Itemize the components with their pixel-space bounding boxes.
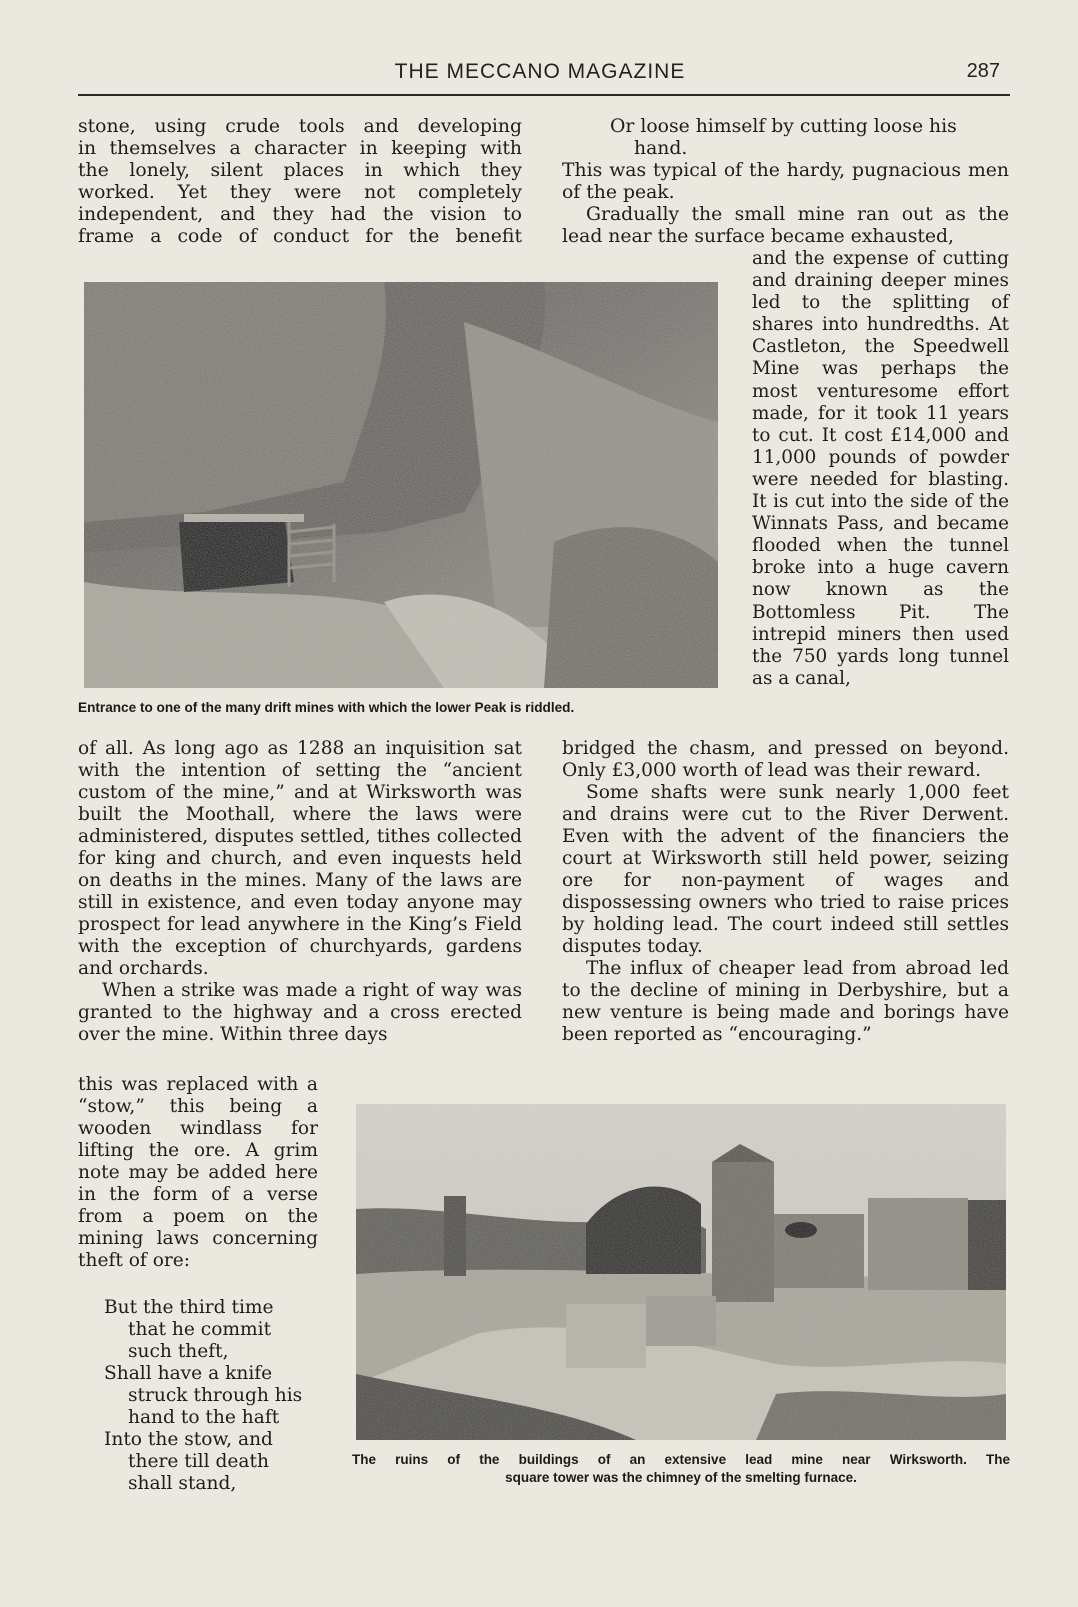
paragraph-typical: This was typical of the hardy, pugnacious men of the peak. [562,160,1009,203]
paragraph-shafts: Some shafts were sunk nearly 1,000 feet and drains were cut to the River Derwent. Even with the advent of the financiers the court at Wirksworth still held power, seizing ore for non-payment of wages and dispossessing owners who tried to raise prices by holding lead. The court indeed still settles disputes today. [562,782,1009,957]
caption-line: square tower was the chimney of the smelting furnace. [505,1470,857,1485]
left-column-body [78,738,522,1046]
right-column-body [562,738,1009,1046]
text-line: the lonely, silent places in which they [78,160,522,181]
verse-ending-line: hand. [634,138,688,159]
verse-line: Into the stow, and [104,1429,273,1450]
running-header-title: THE MECCANO MAGAZINE [394,60,686,83]
verse-line: there till death [128,1451,269,1472]
verse-line: shall stand, [128,1473,237,1494]
verse-line: But the third time [104,1297,274,1318]
paragraph-bridged: bridged the chasm, and pressed on beyond. Only £3,000 worth of lead was their reward. [562,738,1009,781]
text-line: stone, using crude tools and developing [78,116,522,137]
right-column-top [562,116,1009,248]
paragraph-strike: When a strike was made a right of way was granted to the highway and a cross erected over the mine. Within three days [78,980,522,1045]
verse-line: hand to the haft [128,1407,280,1428]
verse-block [104,1297,344,1495]
drift-mine-photo [84,282,718,688]
caption-line: The ruins of the buildings of an extensive lead mine near Wirksworth. The [352,1452,1010,1467]
paragraph-stow: this was replaced with a “stow,” this being a wooden windlass for lifting the ore. A grim note may be added here in the form of a verse from a poem on the mining laws concerning theft of ore: [78,1074,318,1271]
right-column-wrap-text: and the expense of cutting and draining deeper mines led to the splitting of shares into hundredths. At Castleton, the Speedwell Mine was perhaps the most venturesome effort made, for it took 11 years to cut. It cost £14,000 and 11,000 pounds of powder were needed for blasting. It is cut into the side of the Winnats Pass, and became flooded when the tunnel broke into a huge cavern now known as the Bottomless Pit. The intrepid miners then used the 750 yards long tunnel as a canal, [752,248,1009,689]
drift-mine-caption: Entrance to one of the many drift mines with which the lower Peak is riddled. [78,700,575,715]
verse-line: struck through his [128,1385,303,1406]
header-rule [78,94,1010,96]
mine-ruins-photo [356,1104,1006,1440]
verse-ending-line: Or loose himself by cutting loose his [610,116,957,137]
paragraph-inquisition: of all. As long ago as 1288 an inquisition sat with the intention of setting the “ancient custom of the mine,” and at Wirksworth was built the Moothall, where the laws were administered, disputes settled, tithes collected for king and church, and even inquests held on deaths in the mines. Many of the laws are still in existence, and even today anyone may prospect for lead anywhere in the King’s Field with the exception of churchyards, gardens and orchards. [78,738,522,979]
text-line: in themselves a character in keeping with [78,138,522,159]
paragraph-gradually: Gradually the small mine ran out as the lead near the surface became exhausted, [562,204,1009,247]
left-column-stow [78,1074,318,1272]
verse-line: Shall have a knife [104,1363,273,1384]
text-line: worked. Yet they were not completely [78,182,522,203]
verse-line: such theft, [128,1341,229,1362]
text-line: independent, and they had the vision to [78,204,522,225]
mine-ruins-caption [352,1451,1010,1487]
verse-line: that he commit [128,1319,272,1340]
text-line: frame a code of conduct for the benefit [78,226,522,247]
left-column-intro [78,116,522,248]
page-number: 287 [966,60,1000,82]
paragraph-influx: The influx of cheaper lead from abroad led to the decline of mining in Derbyshire, but a new venture is being made and borings have been reported as “encouraging.” [562,958,1009,1045]
